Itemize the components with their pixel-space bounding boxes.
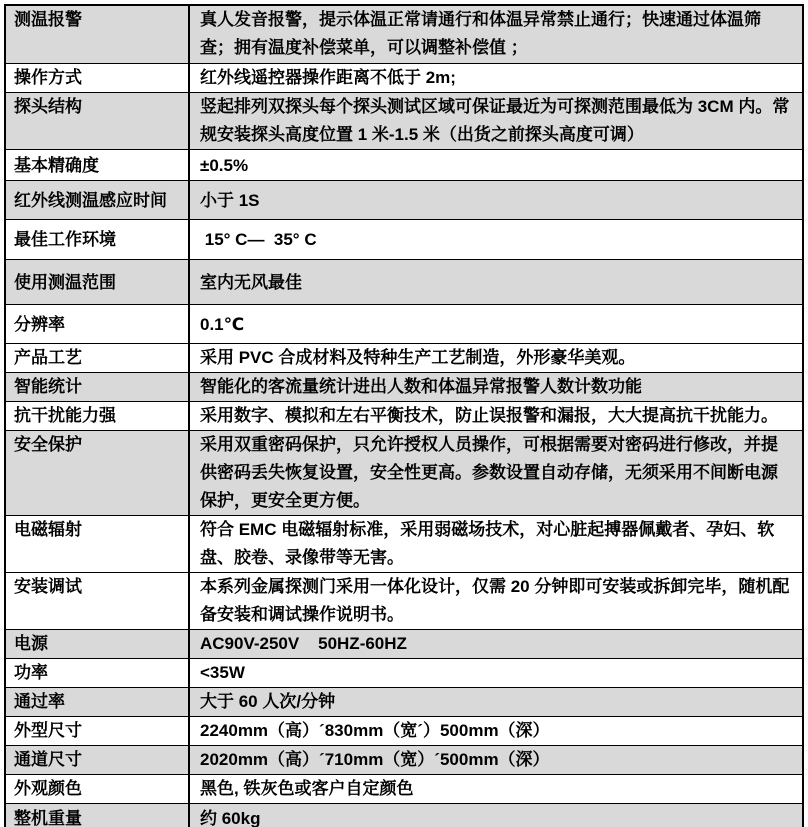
spec-value: 红外线遥控器操作距离不低于 2m;	[200, 68, 456, 87]
spec-row	[6, 803, 802, 827]
spec-value: 2020mm（高）´710mm（宽）´500mm（深）	[200, 750, 550, 769]
spec-label: 功率	[6, 659, 190, 687]
spec-label: 抗干扰能力强	[6, 402, 190, 430]
spec-row	[6, 6, 802, 63]
spec-value: 采用 PVC 合成材料及特种生产工艺制造，外形豪华美观。	[200, 348, 636, 367]
spec-row	[6, 63, 802, 92]
spec-value: AC90V-250V 50HZ-60HZ	[200, 634, 407, 653]
spec-value: 本系列金属探测门采用一体化设计，仅需 20 分钟即可安装或拆卸完毕，随机配备安装和调试操作说明书。	[200, 577, 790, 624]
spec-row	[6, 515, 802, 572]
spec-value: 采用数字、模拟和左右平衡技术，防止误报警和漏报，大大提高抗干扰能力。	[200, 406, 778, 425]
spec-row	[6, 372, 802, 401]
spec-value: 竖起排列双探头每个探头测试区域可保证最近为可探测范围最低为 3CM 内。常规安装探头高度位置 1 米-1.5 米（出货之前探头高度可调）	[200, 97, 790, 144]
spec-row	[6, 774, 802, 803]
spec-row	[6, 629, 802, 658]
spec-label: 产品工艺	[6, 344, 190, 372]
spec-value: 大于 60 人次/分钟	[200, 692, 336, 711]
spec-value: 真人发音报警，提示体温正常请通行和体温异常禁止通行；快速通过体温筛查；拥有温度补偿菜单，可以调整补偿值 ；	[200, 10, 761, 57]
spec-row	[6, 92, 802, 149]
spec-row	[6, 401, 802, 430]
spec-table	[4, 4, 804, 827]
spec-value: 黑色, 铁灰色或客户自定颜色	[200, 779, 414, 798]
spec-label: 基本精确度	[6, 150, 190, 180]
spec-value: 智能化的客流量统计进出人数和体温异常报警人数计数功能	[200, 377, 642, 396]
spec-label: 外观颜色	[6, 775, 190, 803]
spec-label: 通道尺寸	[6, 746, 190, 774]
spec-value: 室内无风最佳	[200, 273, 302, 292]
spec-value: 2240mm（高）´830mm（宽´）500mm（深）	[200, 721, 550, 740]
spec-label: 最佳工作环境	[6, 220, 190, 259]
spec-row	[6, 745, 802, 774]
spec-row	[6, 180, 802, 219]
spec-label: 红外线测温感应时间	[6, 181, 190, 219]
spec-label: 安装调试	[6, 573, 190, 629]
spec-label: 智能统计	[6, 373, 190, 401]
spec-label: 整机重量	[6, 804, 190, 827]
spec-label: 安全保护	[6, 431, 190, 515]
spec-label: 通过率	[6, 688, 190, 716]
spec-label: 外型尺寸	[6, 717, 190, 745]
spec-row	[6, 219, 802, 259]
spec-value: <35W	[200, 663, 245, 682]
spec-label: 电磁辐射	[6, 516, 190, 572]
spec-label: 操作方式	[6, 64, 190, 92]
spec-row	[6, 687, 802, 716]
spec-value: 采用双重密码保护，只允许授权人员操作，可根据需要对密码进行修改，并提供密码丢失恢复设置，安全性更高。参数设置自动存储，无须采用不间断电源保护，更安全更方便。	[200, 435, 778, 510]
spec-value: ±0.5%	[200, 156, 249, 175]
spec-label: 分辨率	[6, 305, 190, 343]
spec-row	[6, 658, 802, 687]
spec-label: 测温报警	[6, 6, 190, 63]
spec-row	[6, 430, 802, 515]
spec-value: 约 60kg	[200, 809, 261, 827]
spec-row	[6, 716, 802, 745]
spec-value: 0.1℃	[200, 315, 245, 334]
spec-row	[6, 572, 802, 629]
spec-label: 探头结构	[6, 93, 190, 149]
spec-label: 电源	[6, 630, 190, 658]
spec-label: 使用测温范围	[6, 260, 190, 304]
spec-value: 小于 1S	[200, 191, 260, 210]
spec-value: 15° C— 35° C	[200, 230, 317, 249]
spec-row	[6, 304, 802, 343]
spec-row	[6, 343, 802, 372]
spec-value: 符合 EMC 电磁辐射标准，采用弱磁场技术，对心脏起搏器佩戴者、孕妇、软盘、胶卷、录像带等无害。	[200, 520, 775, 567]
spec-row	[6, 259, 802, 304]
spec-row	[6, 149, 802, 180]
